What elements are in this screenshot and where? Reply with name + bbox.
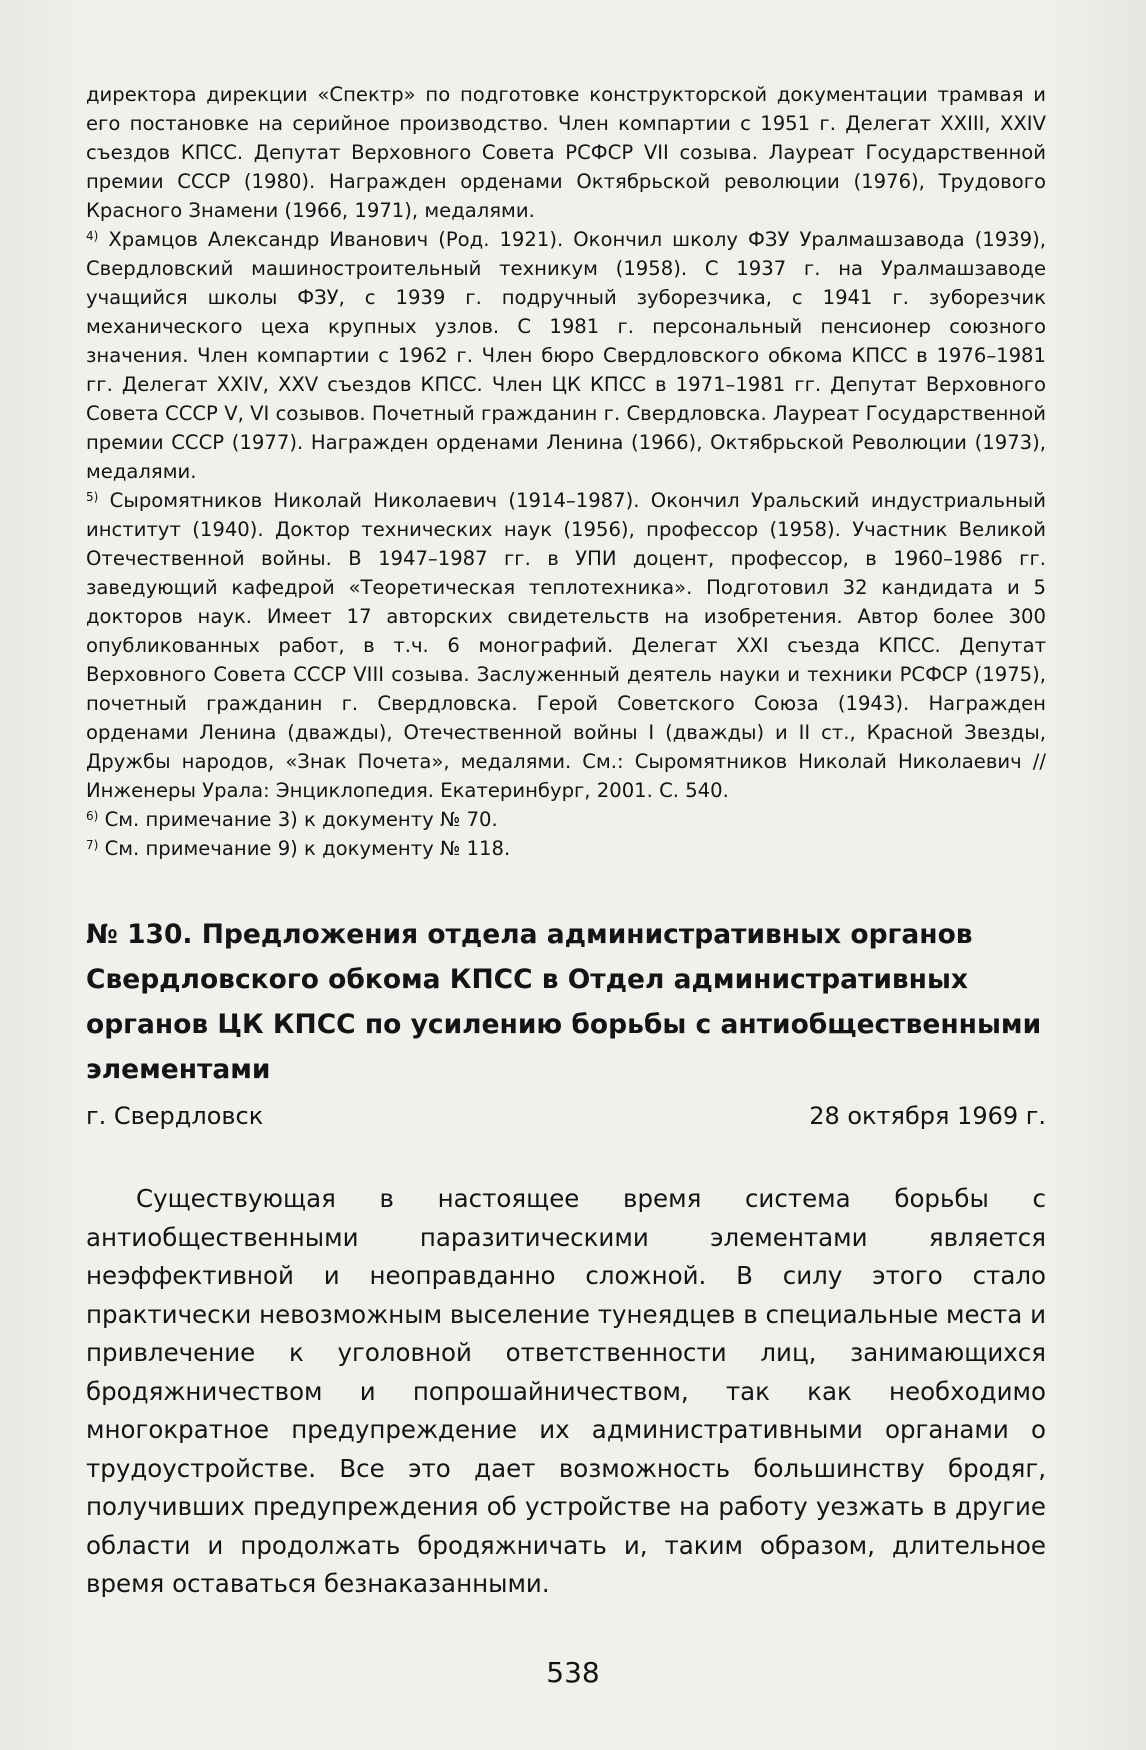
footnote-4: [86, 225, 1046, 486]
footnote-marker: 6): [86, 809, 99, 823]
document-place: г. Свердловск: [86, 1102, 264, 1130]
footnote-text: См. примечание 9) к документу № 118.: [104, 837, 511, 860]
document-date: 28 октября 1969 г.: [809, 1102, 1046, 1130]
place-date-line: [86, 1100, 1046, 1132]
footnotes-block: [86, 80, 1046, 863]
footnote-text: См. примечание 3) к документу № 70.: [104, 808, 498, 831]
footnote-5: [86, 486, 1046, 805]
footnote-continuation: директора дирекции «Спектр» по подготовке конструкторской документации трамвая и его постановке на серийное производство. Член компартии с 1951 г. Делегат XXIII, XXIV съездов КПСС. Депутат Верховного Совета РСФСР VII созыва. Лауреат Государственной премии СССР (1980). Награжден орденами Октябрьской революции (1976), Трудового Красного Знамени (1966, 1971), медалями.: [86, 83, 1046, 222]
footnote-marker: 5): [86, 490, 99, 504]
document-title: № 130. Предложения отдела административных органов Свердловского обкома КПСС в Отдел административных органов ЦК КПСС по усилению борьбы с антиобщественными элементами: [86, 919, 1042, 1085]
document-body: Существующая в настоящее время система борьбы с антиобщественными паразитическими элементами является неэффективной и неоправданно сложной. В силу этого стало практически невозможным выселение тунеядцев в специальные места и привлечение к уголовной ответственности лиц, занимающихся бродяжничеством и попрошайничеством, так как необходимо многократное предупреждение их административными органами о трудоустройстве. Все это дает возможность большинству бродяг, получивших предупреждения об устройстве на работу уезжать в другие области и продолжать бродяжничать и, таким образом, длительное время оставаться безнаказанными.: [86, 1184, 1046, 1598]
footnote-marker: 4): [86, 229, 99, 243]
footnote-text: Храмцов Александр Иванович (Род. 1921). Окончил школу ФЗУ Уралмашзавода (1939), Свердловский машиностроительный техникум (1958). С 1937 г. на Уралмашзаводе учащийся школы ФЗУ, с 1939 г. подручный зуборезчика, с 1941 г. зуборезчик механического цеха крупных узлов. С 1981 г. персональный пенсионер союзного значения. Член компартии с 1962 г. Член бюро Свердловского обкома КПСС в 1976–1981 гг. Делегат XXIV, XXV съездов КПСС. Член ЦК КПСС в 1971–1981 гг. Депутат Верховного Совета СССР V, VI созывов. Почетный гражданин г. Свердловска. Лауреат Государственной премии СССР (1977). Награжден орденами Ленина (1966), Октябрьской Революции (1973), медалями.: [86, 228, 1046, 483]
footnote-7: [86, 834, 1046, 863]
page-number: 538: [546, 1656, 600, 1689]
footnote-marker: 7): [86, 838, 99, 852]
footnote-text: Сыромятников Николай Николаевич (1914–1987). Окончил Уральский индустриальный институт (1940). Доктор технических наук (1956), профессор (1958). Участник Великой Отечественной войны. В 1947–1987 гг. в УПИ доцент, профессор, в 1960–1986 гг. заведующий кафедрой «Теоретическая теплотехника». Подготовил 32 кандидата и 5 докторов наук. Имеет 17 авторских свидетельств на изобретения. Автор более 300 опубликованных работ, в т.ч. 6 монографий. Делегат XXI съезда КПСС. Депутат Верховного Совета СССР VIII созыва. Заслуженный деятель науки и техники РСФСР (1975), почетный гражданин г. Свердловска. Герой Советского Союза (1943). Награжден орденами Ленина (дважды), Отечественной войны I (дважды) и II ст., Красной Звезды, Дружбы народов, «Знак Почета», медалями. См.: Сыромятников Николай Николаевич // Инженеры Урала: Энциклопедия. Екатеринбург, 2001. С. 540.: [86, 489, 1047, 802]
footnote-6: [86, 805, 1046, 834]
